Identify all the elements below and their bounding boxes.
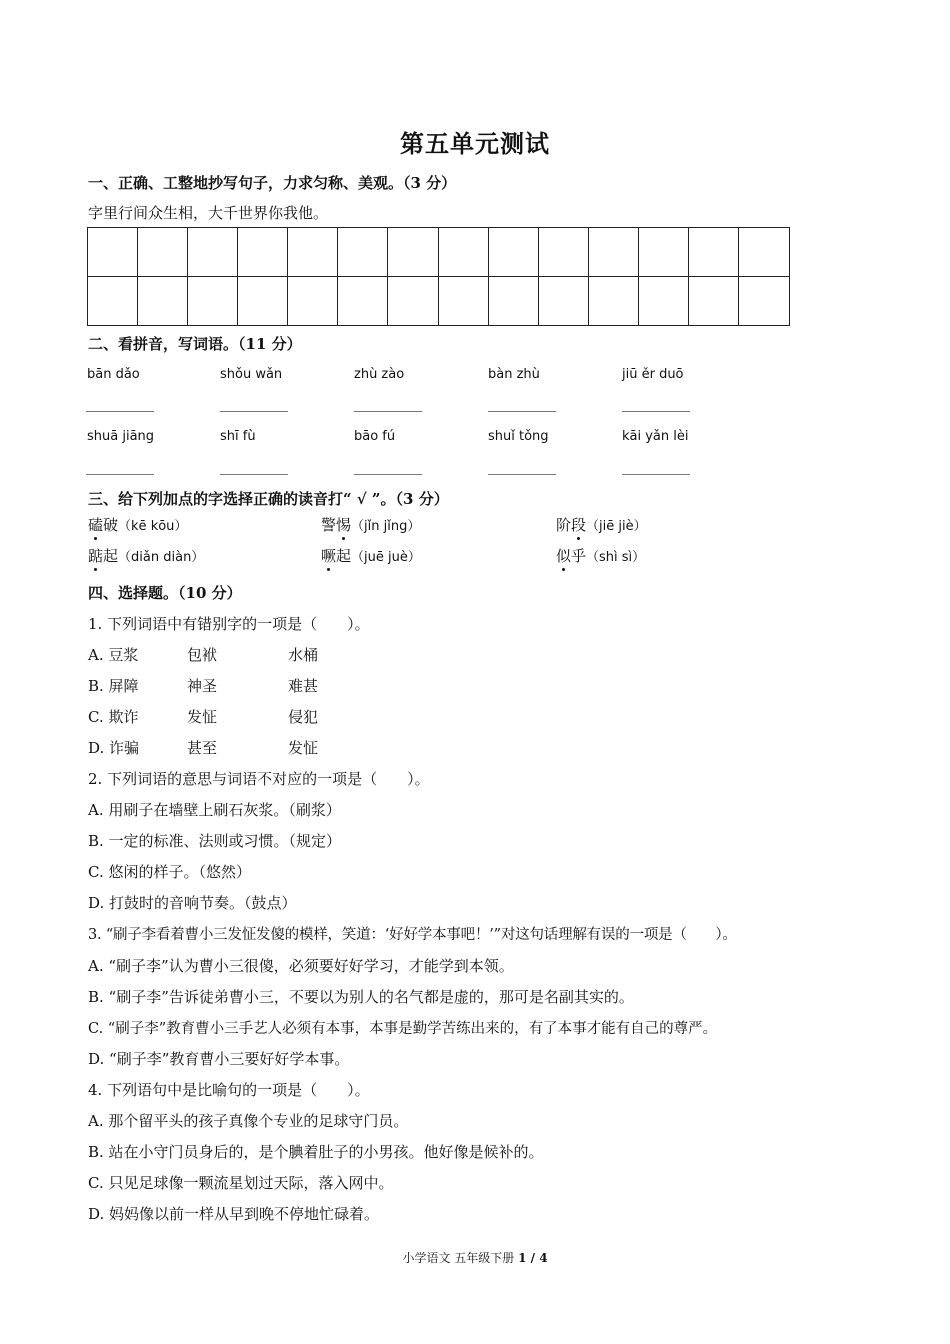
option-word: 难甚 — [288, 677, 319, 695]
dotted-char: 段 — [571, 516, 587, 534]
answer-blank[interactable] — [488, 474, 556, 475]
pinyin-2: shǒu wǎn — [220, 367, 283, 382]
q4-option-d[interactable]: D. 妈妈像以前一样从早到晚不停地忙碌着。 — [88, 1205, 380, 1223]
answer-blank[interactable] — [622, 411, 690, 412]
q4-option-a[interactable]: A. 那个留平头的孩子真像个专业的足球守门员。 — [88, 1112, 409, 1130]
pinyin-8: bāo fú — [354, 429, 396, 444]
reading-options[interactable]: （jǐn jǐng） — [351, 519, 421, 534]
reading-item — [88, 545, 204, 566]
q4-option-c[interactable]: C. 只见足球像一颗流星划过天际，落入网中。 — [88, 1174, 394, 1192]
q3-option-d[interactable]: D. “刷子李”教育曹小三要好好学本事。 — [88, 1050, 350, 1068]
section-2-heading: 二、看拼音，写词语。（11 分） — [88, 335, 302, 353]
q2-option-a[interactable]: A. 用刷子在墙壁上刷石灰浆。（刷浆） — [88, 801, 341, 819]
word-rest: 起 — [103, 547, 119, 565]
question-4-stem: 4. 下列语句中是比喻句的一项是（ ）。 — [88, 1081, 370, 1099]
pinyin-6: shuā jiāng — [87, 429, 155, 444]
option-word: D. 诈骗 — [88, 739, 140, 757]
dotted-char: 噘 — [321, 547, 337, 565]
pinyin-3: zhù zào — [354, 367, 405, 382]
pinyin-1: bān dǎo — [87, 367, 140, 382]
pinyin-10: kāi yǎn lèi — [622, 429, 689, 444]
q2-option-c[interactable]: C. 悠闲的样子。（悠然） — [88, 863, 251, 881]
reading-options[interactable]: （shì sì） — [586, 550, 646, 565]
option-word: 甚至 — [187, 739, 218, 757]
answer-blank[interactable] — [220, 474, 288, 475]
page-footer — [0, 1249, 950, 1266]
q1-option-c[interactable] — [88, 706, 138, 727]
answer-blank[interactable] — [86, 474, 154, 475]
option-word: C. 欺诈 — [88, 708, 139, 726]
q1-option-b[interactable] — [88, 675, 139, 696]
answer-blank[interactable] — [354, 411, 422, 412]
word-rest: 起 — [336, 547, 352, 565]
option-word: 包袱 — [187, 646, 218, 664]
q1-option-a[interactable] — [88, 644, 138, 665]
option-word: 侵犯 — [288, 708, 319, 726]
question-2-stem: 2. 下列词语的意思与词语不对应的一项是（ ）。 — [88, 770, 430, 788]
section-3-heading: 三、给下列加点的字选择正确的读音打“ √ ”。（3 分） — [88, 490, 449, 508]
option-word: 神圣 — [187, 677, 218, 695]
reading-item — [556, 514, 647, 535]
reading-item — [321, 545, 421, 566]
pinyin-9: shuǐ tǒng — [488, 429, 549, 444]
reading-item — [556, 545, 645, 566]
dotted-char: 磕 — [88, 516, 104, 534]
question-3-stem: 3. “刷子李看着曹小三发怔发傻的模样，笑道：‘好好学本事吧！’”对这句话理解有误的一项是（ ）。 — [88, 927, 737, 943]
word-rest: 乎 — [571, 547, 587, 565]
footer-text: 小学语文 五年级下册 — [402, 1251, 515, 1265]
answer-blank[interactable] — [220, 411, 288, 412]
option-word: 发怔 — [288, 739, 319, 757]
pinyin-4: bàn zhù — [488, 367, 540, 382]
option-word: B. 屏障 — [88, 677, 139, 695]
answer-blank[interactable] — [86, 411, 154, 412]
word-pre: 阶 — [556, 516, 572, 534]
answer-blank[interactable] — [622, 474, 690, 475]
reading-options[interactable]: （juē juè） — [351, 550, 421, 565]
section-4-heading: 四、选择题。（10 分） — [88, 584, 242, 602]
dotted-char: 似 — [556, 547, 572, 565]
pinyin-5: jiū ěr duō — [622, 367, 684, 382]
q3-option-a[interactable]: A. “刷子李”认为曹小三很傻，必须要好好学习，才能学到本领。 — [88, 957, 514, 975]
section-1-heading: 一、正确、工整地抄写句子，力求匀称、美观。（3 分） — [88, 174, 457, 192]
q2-option-d[interactable]: D. 打鼓时的音响节奏。（鼓点） — [88, 894, 297, 912]
answer-blank[interactable] — [354, 474, 422, 475]
dotted-char: 踮 — [88, 547, 104, 565]
reading-options[interactable]: （jiē jiè） — [586, 519, 647, 534]
answer-blank[interactable] — [488, 411, 556, 412]
page-number: 1 / 4 — [518, 1251, 548, 1265]
q2-option-b[interactable]: B. 一定的标准、法则或习惯。（规定） — [88, 832, 342, 850]
question-1-stem: 1. 下列词语中有错别字的一项是（ ）。 — [88, 615, 370, 633]
reading-item — [88, 514, 187, 535]
dotted-char: 惕 — [336, 516, 352, 534]
option-word: A. 豆浆 — [88, 646, 139, 664]
q3-option-c[interactable]: C. “刷子李”教育曹小三手艺人必须有本事，本事是勤学苦练出来的，有了本事才能有自己的尊严。 — [88, 1021, 718, 1037]
pinyin-7: shī fù — [220, 429, 256, 444]
writing-grid[interactable] — [87, 227, 790, 326]
q1-option-d[interactable] — [88, 737, 139, 758]
option-word: 水桶 — [288, 646, 319, 664]
copy-sentence: 字里行间众生相，大千世界你我他。 — [88, 204, 329, 222]
reading-options[interactable]: （diǎn diàn） — [118, 550, 205, 565]
word-pre: 警 — [321, 516, 337, 534]
word-rest: 破 — [103, 516, 119, 534]
option-word: 发怔 — [187, 708, 218, 726]
reading-item — [321, 514, 420, 535]
q4-option-b[interactable]: B. 站在小守门员身后的，是个腆着肚子的小男孩。他好像是候补的。 — [88, 1143, 544, 1161]
page-title: 第五单元测试 — [400, 129, 550, 158]
reading-options[interactable]: （kē kōu） — [118, 519, 188, 534]
q3-option-b[interactable]: B. “刷子李”告诉徒弟曹小三，不要以为别人的名气都是虚的，那可是名副其实的。 — [88, 988, 634, 1006]
